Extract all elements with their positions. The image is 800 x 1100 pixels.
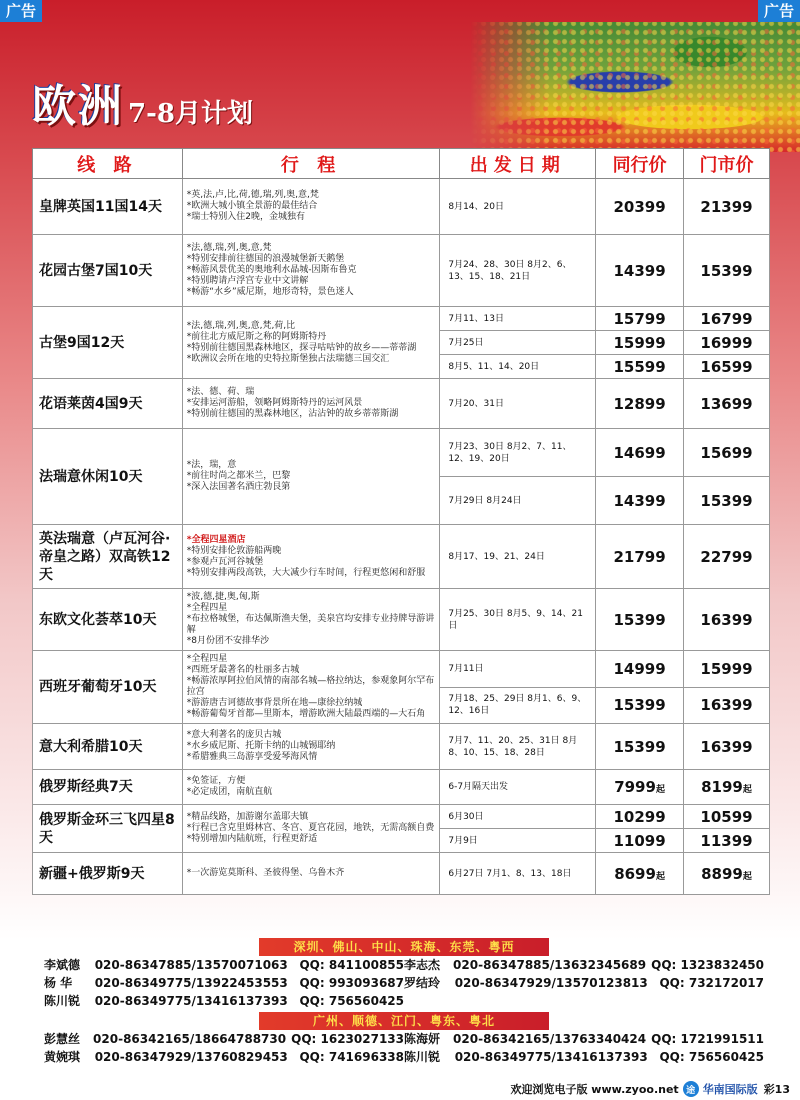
itinerary-line: *精品线路，加游谢尔盖耶夫镇 [186,812,309,822]
itinerary-line: *波,德,捷,奥,匈,斯 [186,592,260,602]
contact-qq: QQ: 1323832450 [651,958,764,972]
table-header-row [33,149,770,179]
itinerary-cell [182,651,440,724]
price-value: 11399 [700,831,753,850]
retail-price [684,355,770,379]
table-row [33,525,770,589]
itinerary-line: *特别安排两段高铁，大大减少行车时间，行程更悠闲和舒服 [186,567,426,578]
itinerary-line: *全程四星 [186,603,228,613]
peer-price [596,379,684,429]
route-name: 法瑞意休闲10天 [33,429,183,525]
price-value: 11099 [613,831,666,850]
departure-date: 7月11日 [440,651,596,688]
contact-qq: QQ: 1623027133 [291,1032,404,1046]
price-value: 15399 [700,491,753,510]
contact-entry [44,1030,404,1048]
header-peer-price: 同行价 [596,149,684,179]
contact-row [44,992,764,1010]
departure-date: 8月14、20日 [440,179,596,235]
contact-qq: QQ: 993093687 [299,976,404,990]
itinerary-line: *行程已含克里姆林宫、冬宫、夏宫花园，地铁，无需高额自费 [186,823,435,833]
price-value: 8899 [701,864,743,883]
departure-date: 7月9日 [440,829,596,853]
contact-phone: 020-86347929/13760829453 [94,1050,288,1064]
itinerary-line: *希腊雅典三岛游享受爱琴海风情 [186,752,318,762]
departure-date: 7月25日 [440,331,596,355]
itinerary-line: *法,德,瑞,列,奥,意,梵 [186,243,272,253]
itinerary-line: *一次游览莫斯科、圣彼得堡、乌鲁木齐 [186,868,345,878]
tour-table [32,148,770,895]
ad-label-right: 广告 [758,0,800,22]
price-value: 10299 [613,807,666,826]
table-row [33,307,770,331]
contact-name: 杨 华 [44,976,73,990]
itinerary-line: *安排运河游船，领略阿姆斯特丹的运河风景 [186,398,363,408]
itinerary-line: *布拉格城堡，布达佩斯渔夫堡，美泉宫均安排专业持牌导游讲解 [186,614,435,635]
retail-price [684,853,770,895]
contact-phone: 020-86349775/13922453553 [94,976,288,990]
price-suffix: 起 [655,871,665,882]
contact-entry [44,992,404,1010]
contact-qq: QQ: 756560425 [299,994,404,1008]
departure-date: 8月17、19、21、24日 [440,525,596,589]
contact-region-band-2: 广州、顺德、江门、粤东、粤北 [259,1012,549,1030]
itinerary-line: *西班牙最著名的杜丽多古城 [186,665,300,675]
footer-text: 欢迎浏览电子版 www.zyoo.net [510,1083,679,1096]
contact-name: 陈海妍 [404,1032,441,1046]
contact-entry [404,1030,764,1048]
departure-date: 6-7月隔天出发 [440,770,596,805]
contact-entry [44,956,404,974]
peer-price [596,429,684,477]
contact-phone: 020-86349775/13416137393 [94,994,288,1008]
price-value: 16999 [700,333,753,352]
contact-entry [404,1048,764,1066]
peer-price [596,525,684,589]
retail-price [684,379,770,429]
price-value: 13699 [700,394,753,413]
retail-price [684,687,770,724]
price-value: 14399 [613,491,666,510]
itinerary-cell [182,770,440,805]
itinerary-line: *特别聘请卢浮宫专业中文讲解 [186,276,309,286]
retail-price [684,770,770,805]
contact-name: 李志杰 [404,958,441,972]
route-name: 意大利希腊10天 [33,724,183,770]
route-name: 东欧文化荟萃10天 [33,589,183,651]
price-value: 16399 [700,737,753,756]
contact-entry [44,974,404,992]
itinerary-cell [182,429,440,525]
retail-price [684,651,770,688]
ad-label-left: 广告 [0,0,42,22]
price-value: 21799 [613,547,666,566]
price-value: 14999 [613,659,666,678]
contact-phone: 020-86349775/13416137393 [454,1050,648,1064]
departure-date: 7月24、28、30日 8月2、6、13、15、18、21日 [440,235,596,307]
price-suffix: 起 [742,871,752,882]
header-dates: 出发日期 [440,149,596,179]
departure-date: 6月30日 [440,805,596,829]
contact-entry [404,956,764,974]
table-row [33,770,770,805]
price-value: 15799 [613,309,666,328]
departure-date: 7月18、25、29日 8月1、6、9、12、16日 [440,687,596,724]
departure-date: 8月5、11、14、20日 [440,355,596,379]
itinerary-line: *英,法,卢,比,荷,德,瑞,列,奥,意,梵 [186,190,319,200]
price-value: 15399 [613,610,666,629]
itinerary-line: *前往北方威尼斯之称的阿姆斯特丹 [186,331,327,342]
departure-date: 6月27日 7月1、8、13、18日 [440,853,596,895]
itinerary-line: *欧洲大城小镇全景游的最佳结合 [186,201,318,211]
contact-qq: QQ: 756560425 [659,1050,764,1064]
price-value: 16399 [700,610,753,629]
contact-name: 陈川锐 [44,994,81,1008]
route-name: 俄罗斯金环三飞四星8天 [33,805,183,853]
itinerary-line: *特别增加内陆航班，行程更舒适 [186,834,318,844]
retail-price [684,477,770,525]
footer-brand: 华南国际版 [702,1083,758,1096]
table-row [33,379,770,429]
itinerary-line: *游游唐吉诃德故事背景所在地—康徐拉纳城 [186,698,363,708]
table-row [33,724,770,770]
itinerary-cell [182,379,440,429]
price-value: 7999 [614,778,656,796]
price-value: 20399 [613,197,666,216]
table-row [33,179,770,235]
route-name: 花语莱茵4国9天 [33,379,183,429]
itinerary-line: *畅游风景优美的奥地利水晶城-因斯布鲁克 [186,265,357,275]
header-itinerary: 行 程 [182,149,440,179]
retail-price [684,179,770,235]
header-retail-price: 门市价 [684,149,770,179]
itinerary-line: *全程四星 [186,654,228,664]
contact-entry [404,974,764,992]
table-row [33,651,770,688]
contact-name: 李斌德 [44,958,81,972]
peer-price [596,477,684,525]
price-value: 12899 [613,394,666,413]
contact-name: 罗结玲 [404,976,441,990]
price-value: 15399 [700,261,753,280]
price-value: 15399 [613,696,666,715]
departure-date: 7月29日 8月24日 [440,477,596,525]
itinerary-line: *必定成团，南航直航 [186,787,273,797]
contact-row [44,956,764,974]
route-name: 古堡9国12天 [33,307,183,379]
table-row [33,235,770,307]
contacts-section [44,938,764,1066]
title-sub: 7-8月计划 [128,99,253,129]
peer-price [596,355,684,379]
table-row [33,805,770,829]
page-footer [0,1078,800,1100]
price-value: 16599 [700,357,753,376]
brand-logo-icon: 途 [683,1081,699,1097]
contact-qq: QQ: 841100855 [299,958,404,972]
itinerary-line: *特别安排前往德国的浪漫城堡新天鹅堡 [186,254,345,264]
price-value: 10599 [700,807,753,826]
contact-row [44,1030,764,1048]
peer-price [596,687,684,724]
peer-price [596,589,684,651]
itinerary-cell [182,724,440,770]
itinerary-highlight: *全程四星酒店 [186,534,246,545]
itinerary-cell [182,525,440,589]
price-value: 22799 [700,547,753,566]
itinerary-line: *法,德,瑞,列,奥,意,梵,荷,比 [186,320,296,331]
retail-price [684,805,770,829]
itinerary-cell [182,307,440,379]
itinerary-line: *特别前往德国黑森林地区，探寻咕咕钟的故乡——蒂蒂湖 [186,342,417,353]
price-value: 14399 [613,261,666,280]
retail-price [684,525,770,589]
contact-name: 陈川锐 [404,1050,441,1064]
itinerary-line: *特别安排伦敦游船两晚 [186,545,282,556]
peer-price [596,724,684,770]
contact-row [44,1048,764,1066]
itinerary-line: *法、德、荷、瑞 [186,387,255,397]
itinerary-line: *欧洲议会所在地的史特拉斯堡独占法瑞德三国交汇 [186,353,390,364]
price-value: 14699 [613,443,666,462]
retail-price [684,331,770,355]
contact-phone: 020-86342165/18664788730 [93,1032,287,1046]
contact-qq: QQ: 732172017 [659,976,764,990]
contact-region-band-1: 深圳、佛山、中山、珠海、东莞、粤西 [259,938,549,956]
price-value: 16799 [700,309,753,328]
itinerary-line: *前往时尚之都米兰，巴黎 [186,471,291,481]
peer-price [596,770,684,805]
table-row [33,589,770,651]
itinerary-line: *畅游葡萄牙首都—里斯本，增游欧洲大陆最西端的—大石角 [186,709,426,719]
itinerary-line: *深入法国著名酒庄勃艮第 [186,482,291,492]
price-suffix: 起 [742,785,752,795]
retail-price [684,829,770,853]
peer-price [596,235,684,307]
itinerary-line: *瑞士特别入住2晚，金城独有 [186,212,306,222]
contact-qq: QQ: 741696338 [299,1050,404,1064]
route-name: 花园古堡7国10天 [33,235,183,307]
itinerary-line: *免签证，方便 [186,776,246,786]
departure-date: 7月7、11、20、25、31日 8月8、10、15、18、28日 [440,724,596,770]
peer-price [596,651,684,688]
contact-phone: 020-86342165/13763340424 [453,1032,647,1046]
itinerary-line: *法，瑞，意 [186,460,237,470]
retail-price [684,429,770,477]
price-value: 15699 [700,443,753,462]
itinerary-line: *特别前往德国的黑森林地区，沾沾钟的故乡蒂蒂斯湖 [186,409,399,419]
retail-price [684,724,770,770]
route-name: 俄罗斯经典7天 [33,770,183,805]
itinerary-line: *畅游“水乡”威尼斯，地形奇特，景色迷人 [186,287,354,297]
itinerary-line: *意大利著名的庞贝古城 [186,730,282,740]
footer-page-number: 彩13 [763,1083,790,1096]
header-route: 线 路 [33,149,183,179]
peer-price [596,853,684,895]
itinerary-line: *水乡威尼斯、托斯卡纳的山城锡耶纳 [186,741,336,751]
peer-price [596,805,684,829]
flower-field-image [470,22,800,152]
contact-qq: QQ: 1721991511 [651,1032,764,1046]
itinerary-cell [182,853,440,895]
itinerary-line: *8月份团不安排华沙 [186,636,270,646]
contact-row [44,974,764,992]
contact-name: 黄婉琪 [44,1050,81,1064]
itinerary-cell [182,805,440,853]
itinerary-line: *参观卢瓦河谷城堡 [186,556,264,567]
price-value: 16399 [700,696,753,715]
route-name: 英法瑞意（卢瓦河谷·帝皇之路）双高铁12天 [33,525,183,589]
retail-price [684,307,770,331]
price-suffix: 起 [655,785,665,795]
price-value: 15999 [613,333,666,352]
itinerary-cell [182,235,440,307]
departure-date: 7月11、13日 [440,307,596,331]
table-row [33,853,770,895]
contact-phone: 020-86347885/13632345689 [453,958,647,972]
contact-entry [44,1048,404,1066]
departure-date: 7月23、30日 8月2、7、11、12、19、20日 [440,429,596,477]
itinerary-cell [182,589,440,651]
peer-price [596,331,684,355]
route-name: 西班牙葡萄牙10天 [33,651,183,724]
itinerary-cell [182,179,440,235]
peer-price [596,179,684,235]
contact-name: 彭慧丝 [44,1032,81,1046]
price-value: 15399 [613,737,666,756]
page-title [32,70,253,134]
contact-phone: 020-86347885/13570071063 [94,958,288,972]
price-value: 15999 [700,659,753,678]
title-main: 欧洲 [32,81,124,132]
departure-date: 7月20、31日 [440,379,596,429]
peer-price [596,307,684,331]
price-value: 21399 [700,197,753,216]
price-value: 8699 [614,864,656,883]
departure-date: 7月25、30日 8月5、9、14、21日 [440,589,596,651]
price-value: 8199 [701,778,743,796]
peer-price [596,829,684,853]
route-name: 新疆+俄罗斯9天 [33,853,183,895]
table-row [33,429,770,477]
price-value: 15599 [613,357,666,376]
route-name: 皇牌英国11国14天 [33,179,183,235]
contact-phone: 020-86347929/13570123813 [454,976,648,990]
itinerary-line: *畅游浓厚阿拉伯风情的南部名城—格拉纳达，参观象阿尔罕布拉宫 [186,676,435,697]
retail-price [684,235,770,307]
retail-price [684,589,770,651]
